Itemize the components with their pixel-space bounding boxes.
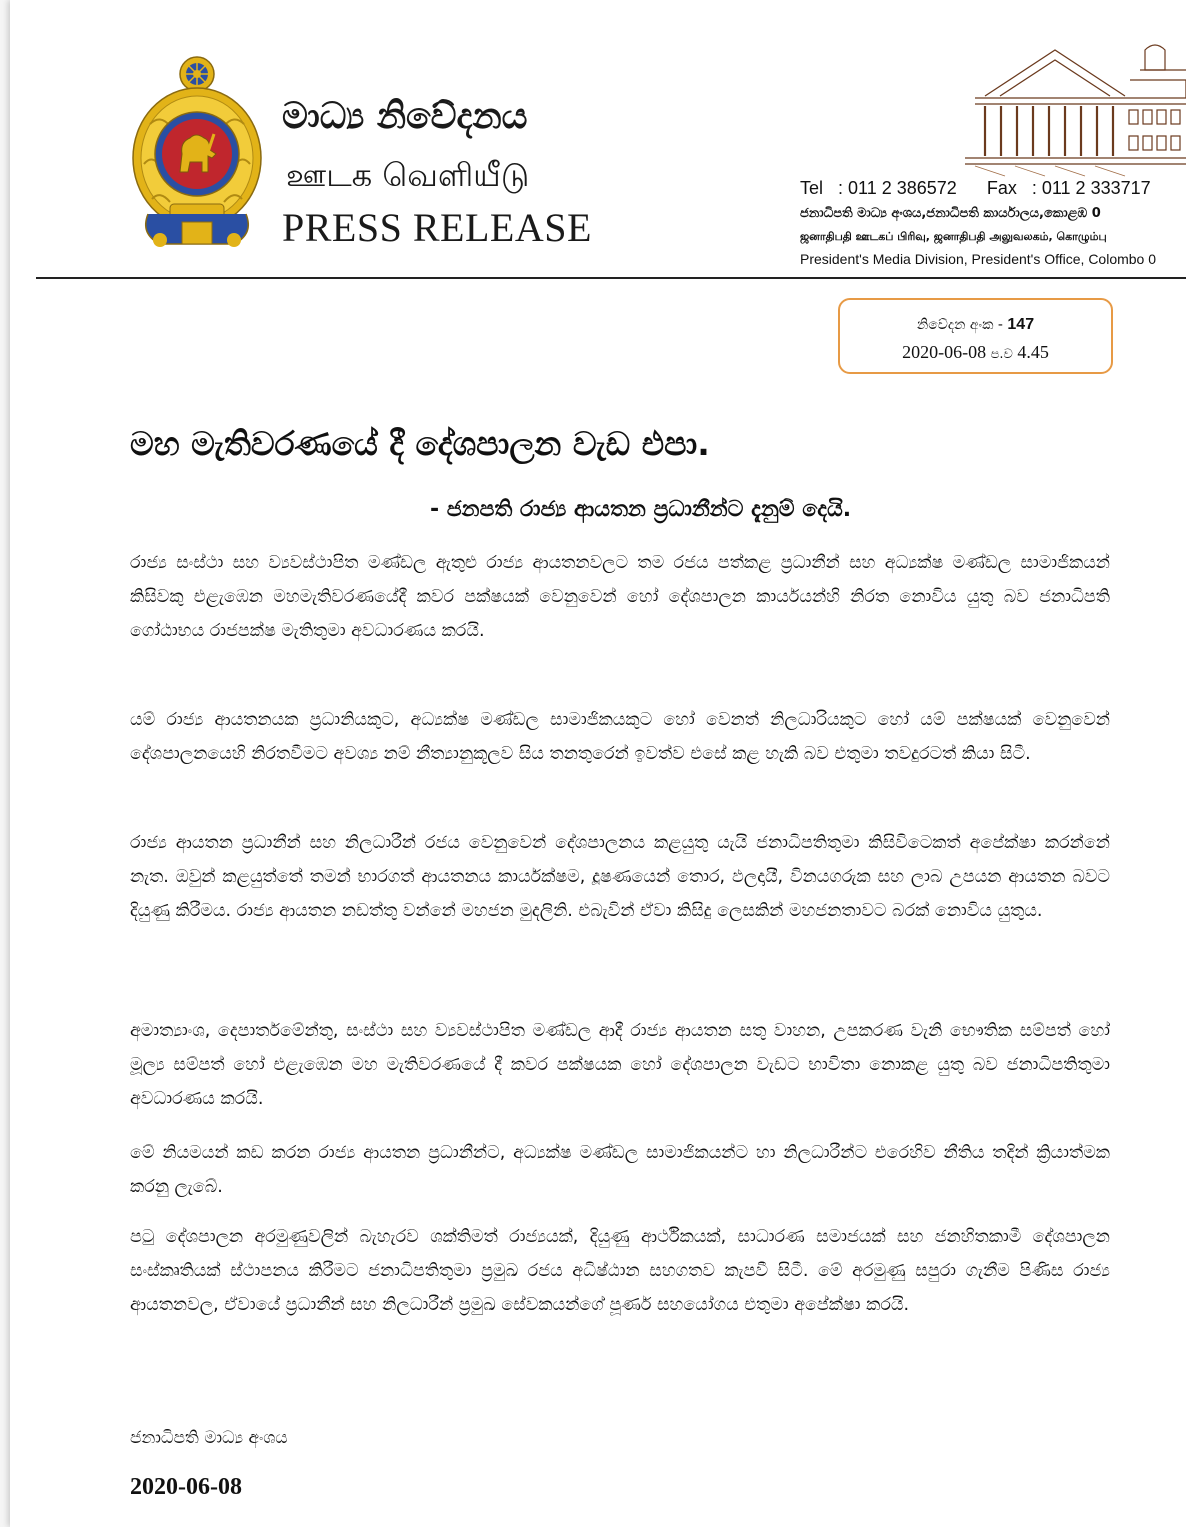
release-date: 2020-06-08 bbox=[130, 1474, 242, 1500]
fax-number: : 011 2 333717 bbox=[1031, 178, 1151, 198]
reference-time: 4.45 bbox=[1017, 342, 1049, 362]
reference-number: 147 bbox=[1007, 316, 1035, 333]
reference-time-prefix: ප.ව bbox=[990, 347, 1013, 362]
reference-datetime-line bbox=[840, 342, 1111, 363]
header-divider bbox=[36, 277, 1186, 279]
tel-number: : 011 2 386572 bbox=[838, 178, 957, 198]
address-english: President's Media Division, President's Office, Colombo 0 bbox=[800, 251, 1157, 267]
reference-date: 2020-06-08 bbox=[902, 342, 987, 362]
contact-line bbox=[800, 178, 1151, 199]
subheadline: - ජනපති රාජ්‍ය ආයතන ප්‍රධානීන්ට දැනුම් දෙයි. bbox=[430, 497, 852, 522]
body-paragraph-3: රාජ්‍ය ආයතන ප්‍රධානීන් සහ නිලධාරීන් රජය වෙනුවෙන් දේශපාලනය කළයුතු යැයි ජනාධිපතිතුමා කිසිවිටෙකත් අපේක්ෂා කරන්නේ නැත. ඔවුන් කළයුත්තේ තමන් භාරගත් ආයතනය කාර්යක්ෂම, දූෂණයෙන් තොර, ඵලදායී, විනයගරුක සහ ලාබ උපයන ආයතන බවට දියුණු කිරීමය. රාජ්‍ය ආයතන නඩත්තු වන්නේ මහජන මුදලිනි. එබැවින් ඒවා කිසිදු ලෙසකින් මහජනතාවට බරක් නොවිය යුතුය. bbox=[130, 833, 1110, 921]
fax-label: Fax bbox=[986, 178, 1017, 198]
body-paragraph-2: යම් රාජ්‍ය ආයතනයක ප්‍රධානියකුට, අධ්‍යක්ෂ මණ්ඩල සාමාජිකයකුට හෝ වෙනත් නිලධාරියකුට හෝ යම් පක්ෂයක් වෙනුවෙන් දේශපාලනයෙහි නිරතවීමට අවශ්‍ය නම් නීත්‍යානුකූලව සිය තනතුරෙන් ඉවත්ව එසේ කළ හැකි බව එතුමා තවදුරටත් කියා සිටී. bbox=[130, 710, 1110, 764]
body-paragraph-6: පටු දේශපාලන අරමුණුවලින් බැහැරව ශක්තිමත් රාජ්‍යයක්, දියුණු ආර්ථිකයක්, සාධාරණ සමාජයක් සහ ජනහිතකාමී දේශපාලන සංස්කෘතියක් ස්ථාපනය කිරීමට ජනාධිපතිතුමා ප්‍රමුඛ රජය අධිෂ්ඨාන සහගතව කැපවී සිටී. මේ අරමුණු සපුරා ගැනීම පිණිස රාජ්‍ය ආයතනවල, ඒවායේ ප්‍රධානීන් සහ නිලධාරීන් ප්‍රමුඛ සේවකයන්ගේ පූර්ණ සහයෝගය එතුමා අපේක්ෂා කරයි. bbox=[130, 1227, 1110, 1315]
parliament-building-icon bbox=[945, 40, 1186, 178]
body-paragraph-5: මේ නියමයන් කඩ කරන රාජ්‍ය ආයතන ප්‍රධානීන්ට, අධ්‍යක්ෂ මණ්ඩල සාමාජිකයන්ට හා නිලධාරීන්ට එරෙහිව නීතිය තදින් ක්‍රියාත්මක කරනු ලැබේ. bbox=[130, 1143, 1110, 1197]
title-english: PRESS RELEASE bbox=[282, 205, 592, 250]
reference-number-line bbox=[840, 316, 1111, 334]
signoff: ජනාධිපති මාධ්‍ය අංශය bbox=[130, 1428, 288, 1448]
tel-label: Tel bbox=[800, 178, 824, 198]
address-tamil: ஜனாதிபதி ஊடகப் பிரிவு, ஜனாதிபதி அலுவலகம், கொழும்பு bbox=[800, 230, 1107, 243]
reference-number-label: නිවේදන අංක - bbox=[916, 317, 1003, 333]
headline: මහ මැතිවරණයේ දී දේශපාලන වැඩ එපා. bbox=[130, 424, 710, 463]
title-sinhala: මාධ්‍ය නිවේදනය bbox=[282, 96, 528, 137]
title-tamil: ஊடக வெளியீடு bbox=[286, 156, 530, 194]
body-paragraph-4: අමාත්‍යාංශ, දෙපාර්තමේන්තු, සංස්ථා සහ ව්‍යවස්ථාපිත මණ්ඩල ආදී රාජ්‍ය ආයතන සතු වාහන, උපකරණ වැනි භෞතික සම්පත් හෝ මූල්‍ය සම්පත් හෝ එළැඹෙන මහ මැතිවරණයේ දී කවර පක්ෂයක හෝ දේශපාලන වැඩට භාවිතා නොකළ යුතු බව ජනාධිපතිතුමා අවධාරණය කරයි. bbox=[130, 1021, 1110, 1109]
reference-box bbox=[838, 298, 1113, 374]
address-sinhala: ජනාධිපති මාධ්‍ය අංශය,ජනාධිපති කාර්යාලය,කොළඹ 0 bbox=[800, 206, 1101, 221]
press-release-page bbox=[10, 0, 1186, 1527]
body-paragraph-1: රාජ්‍ය සංස්ථා සහ ව්‍යවස්ථාපිත මණ්ඩල ඇතුළු රාජ්‍ය ආයතනවලට තම රජය පත්කළ ප්‍රධානීන් සහ අධ්‍යක්ෂ මණ්ඩල සාමාජිකයන් කිසිවකු එළැඹෙන මහමැතිවරණයේදී කවර පක්ෂයක් වෙනුවෙන් හෝ දේශපාලන කාර්යයන්හි නිරත නොවිය යුතු බව ජනාධිපති ගෝඨාභය රාජපක්ෂ මැතිතුමා අවධාරණය කරයි. bbox=[130, 553, 1110, 641]
sri-lanka-emblem-icon bbox=[130, 54, 264, 250]
